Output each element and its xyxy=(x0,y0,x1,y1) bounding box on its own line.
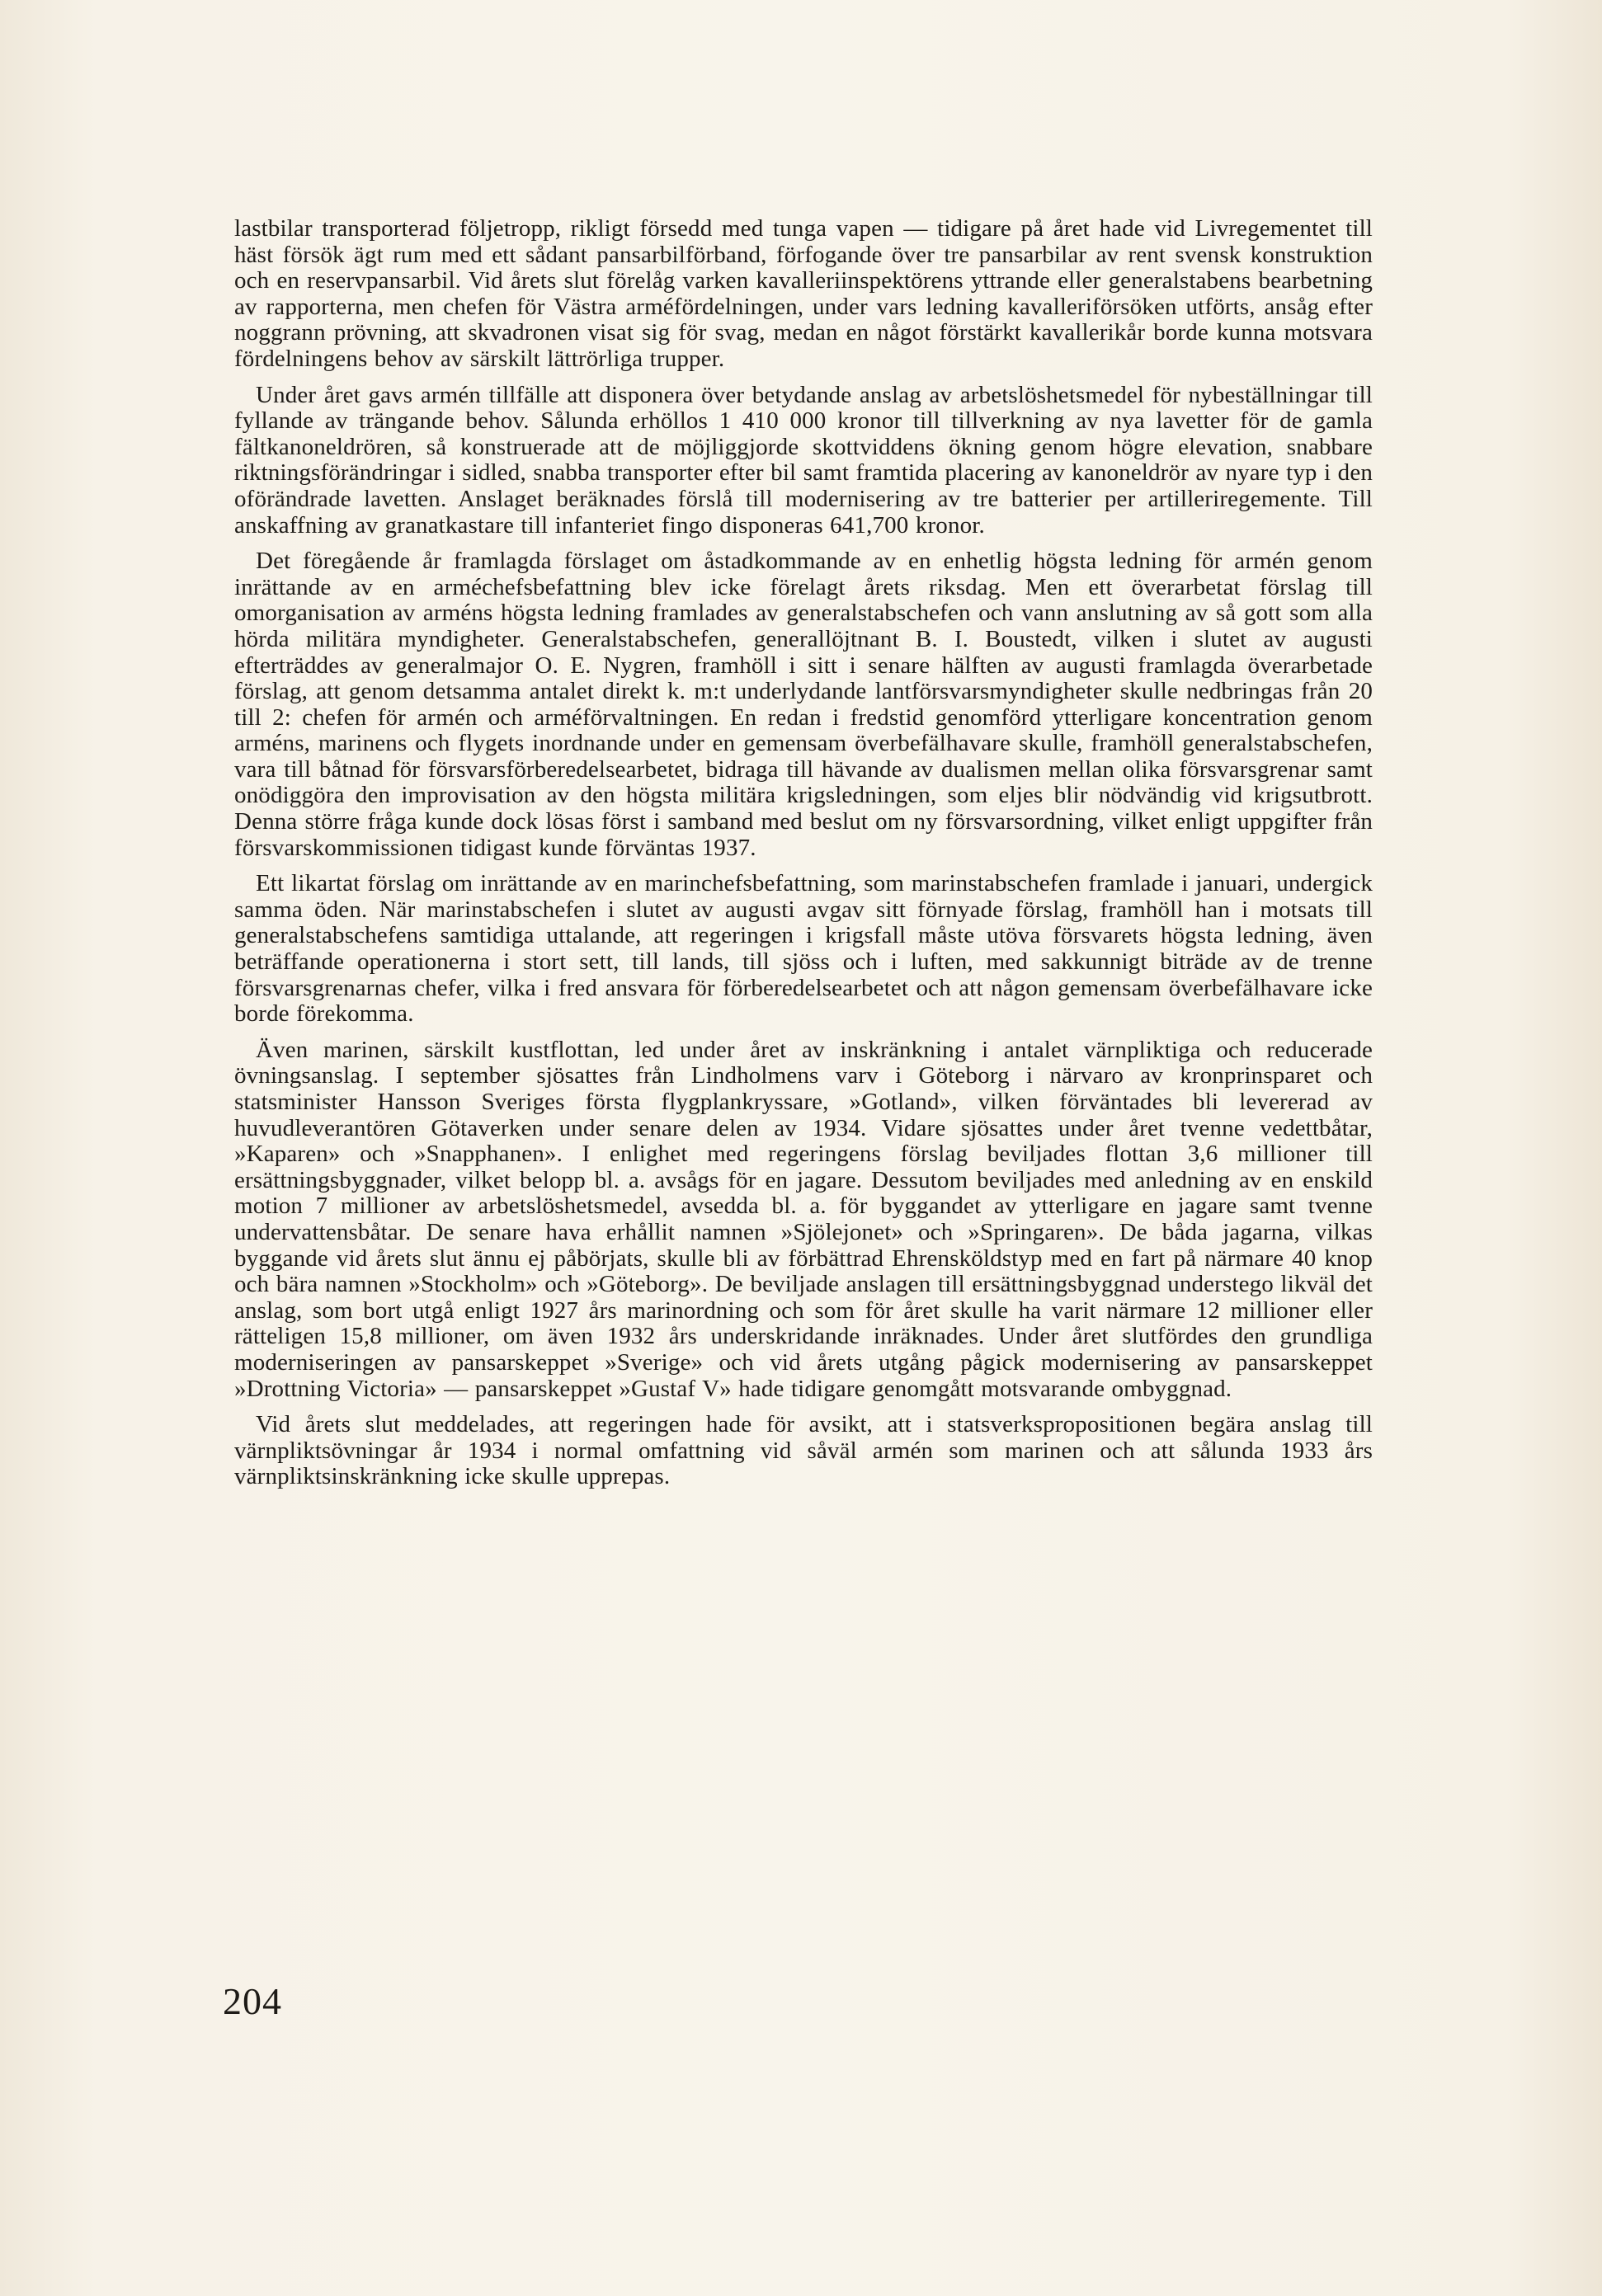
page-number: 204 xyxy=(223,1980,282,2022)
paragraph-cavalry-trials: lastbilar transporterad följetropp, rikligt försedd med tunga vapen — tidigare på året hade vid Livregementet till häst försök ägt rum med ett sådant pansarbilförband, förfogande över tre pansarbilar av rent svensk konstruktion och en reservpansarbil. Vid årets slut förelåg varken kavalleriinspektörens yttrande eller generalstabens bearbetning av rapporterna, men chefen för Västra arméfördelningen, under vars ledning kavalleriförsöken utförts, ansåg efter noggrann prövning, att skvadronen visat sig för svag, medan en något förstärkt kavallerikår borde kunna motsvara fördelningens behov av särskilt lättrörliga trupper. xyxy=(234,215,1373,372)
paragraph-conscript-exercises: Vid årets slut meddelades, att regeringen hade för avsikt, att i statsverkspropositionen begära anslag till värnpliktsövningar år 1934 i normal omfattning vid såväl armén som marinen och att sålunda 1933 års värnpliktsinskränkning icke skulle upprepas. xyxy=(234,1411,1373,1490)
paragraph-navy-ships: Även marinen, särskilt kustflottan, led under året av inskränkning i antalet värnpliktiga och reducerade övningsanslag. I september sjösattes från Lindholmens varv i Göteborg i närvaro av kronprinsparet och statsminister Hansson Sveriges första flygplankryssare, »Gotland», vilken förväntades bli levererad av huvudleverantören Götaverken under senare delen av 1934. Vidare sjösattes under året tvenne vedettbåtar, »Kaparen» och »Snapphanen». I enlighet med regeringens förslag beviljades flottan 3,6 millioner till ersättningsbyggnader, vilket belopp bl. a. avsågs för en jagare. Dessutom beviljades med anledning av en enskild motion 7 millioner av arbetslöshetsmedel, avsedda bl. a. för byggandet av ytterligare en jagare samt tvenne undervattensbåtar. De senare hava erhållit namnen »Sjölejonet» och »Springaren». De båda jagarna, vilkas byggande vid årets slut ännu ej påbörjats, skulle bli av förbättrad Ehrensköldstyp med en fart på närmare 40 knop och bära namnen »Stockholm» och »Göteborg». De beviljade anslagen till ersättningsbyggnad understego likväl det anslag, som bort utgå enligt 1927 års marinordning och som för året skulle ha varit närmare 12 millioner eller rätteligen 15,8 millioner, om även 1932 års underskridande inräknades. Under året slutfördes den grundliga moderniseringen av pansarskeppet »Sverige» och vid årets utgång pågick modernisering av pansarskeppet »Drottning Victoria» — pansarskeppet »Gustaf V» hade tidigare genomgått motsvarande ombyggnad. xyxy=(234,1036,1373,1402)
body-text xyxy=(234,216,1373,1500)
paragraph-navy-command: Ett likartat förslag om inrättande av en marinchefsbefattning, som marinstabschefen framlade i januari, undergick samma öden. När marinstabschefen i slutet av augusti avgav sitt förnyade förslag, framhöll han i motsats till generalstabschefens samtidiga uttalande, att regeringen i krigsfall måste utöva försvarets högsta ledning, även beträffande operationerna i stort sett, till lands, till sjöss och i luften, med sakkunnigt biträde av de trenne försvarsgrenarnas chefer, vilka i fred ansvara för förberedelsearbetet och att någon gemensam överbefälhavare icke borde förekomma. xyxy=(234,870,1373,1028)
paragraph-army-funds: Under året gavs armén tillfälle att disponera över betydande anslag av arbetslöshetsmedel för nybeställningar till fyllande av trängande behov. Sålunda erhöllos 1 410 000 kronor till tillverkning av nya lavetter för de gamla fältkanoneldrören, så konstruerade att de möjliggjorde skottviddens ökning genom högre elevation, snabbare riktningsförändringar i sidled, snabba transporter efter bil samt framtida placering av kanoneldrör av nyare typ i den oförändrade lavetten. Anslaget beräknades förslå till modernisering av tre batterier per artilleriregemente. Till anskaffning av granatkastare till infanteriet fingo disponeras 641,700 kronor. xyxy=(234,381,1373,539)
paragraph-army-command: Det föregående år framlagda förslaget om åstadkommande av en enhetlig högsta ledning för armén genom inrättande av en arméchefsbefattning blev icke förelagt årets riksdag. Men ett överarbetat förslag till omorganisation av arméns högsta ledning framlades av generalstabschefen och vann anslutning av så gott som alla hörda militära myndigheter. Generalstabschefen, generallöjtnant B. I. Boustedt, vilken i slutet av augusti efterträddes av generalmajor O. E. Nygren, framhöll i sitt i senare hälften av augusti framlagda överarbetade förslag, att genom detsamma antalet direkt k. m:t underlydande lantförsvarsmyndigheter skulle nedbringas från 20 till 2: chefen för armén och arméförvaltningen. En redan i fredstid genomförd ytterligare koncentration genom arméns, marinens och flygets inordnande under en gemensam överbefälhavare skulle, framhöll generalstabschefen, vara till båtnad för försvarsförberedelsearbetet, bidraga till hävande av dualismen mellan olika försvarsgrenar samt onödiggöra den improvisation av den högsta militära krigsledningen, som eljes blir nödvändig vid krigsutbrott. Denna större fråga kunde dock lösas först i samband med beslut om ny försvarsordning, vilket enligt uppgifter från försvarskommissionen tidigast kunde förväntas 1937. xyxy=(234,548,1373,861)
